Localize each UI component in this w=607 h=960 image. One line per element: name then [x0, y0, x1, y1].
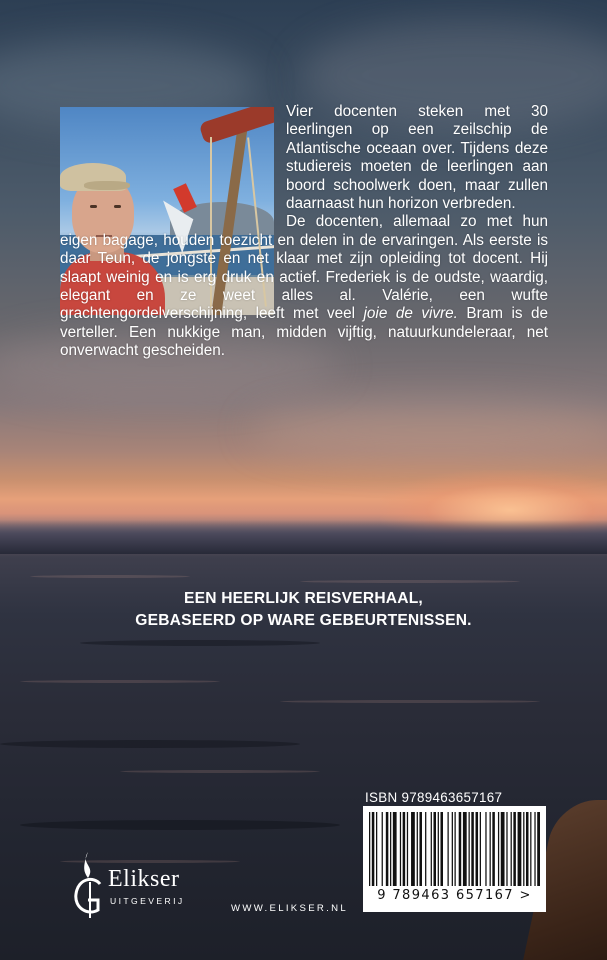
barcode-bar — [459, 812, 462, 886]
sea-wave — [120, 770, 320, 773]
blurb-text — [60, 103, 548, 361]
publisher-subtitle: UITGEVERIJ — [110, 896, 185, 906]
isbn-label: ISBN 9789463657167 — [365, 790, 503, 805]
sea-wave — [280, 700, 540, 703]
barcode-bar — [390, 812, 391, 886]
barcode-bar — [425, 812, 426, 886]
barcode-bar — [431, 812, 432, 886]
barcode-bar — [476, 812, 479, 886]
barcode-bar — [469, 812, 470, 886]
blurb-paragraph-2 — [60, 213, 548, 360]
barcode-bar — [438, 812, 439, 886]
barcode-bar — [403, 812, 406, 886]
barcode-bar — [407, 812, 408, 886]
barcode-bar — [492, 812, 495, 886]
barcode-bar — [452, 812, 453, 886]
barcode-bar — [537, 812, 540, 886]
barcode-bar — [376, 812, 377, 886]
blurb-paragraph-1: Vier docenten steken met 30 leerlingen op een zeilschip de Atlantische oceaan over. Tijdens deze studiereis moeten de leerlingen aan boord schoolwerk doen, maar zullen daarnaast hun horizon verbreden. — [286, 103, 548, 213]
barcode-bar — [433, 812, 436, 886]
publisher-name: Elikser — [108, 866, 180, 892]
publisher-website: WWW.ELIKSER.NL — [231, 903, 348, 914]
barcode-bar — [526, 812, 529, 886]
barcode-bar — [518, 812, 522, 886]
barcode-bar — [393, 812, 397, 886]
barcode-bar — [506, 812, 507, 886]
barcode-bar — [455, 812, 456, 886]
blurb-paragraph-2-a: De docenten, allemaal zo met hun eigen bagage, houden toezicht en delen in de ervaringen. Als eerste is daar Teun, de jongste en net klaar met zijn opleiding tot docent. Hij slaapt weinig en is erg druk en actief. Frederiek is de oudste, waardig, elegant en ze weet alles al. Valérie, een wufte grachtengordelverschijning, leeft met veel — [60, 213, 548, 323]
barcode-bar — [490, 812, 491, 886]
barcode-bar — [501, 812, 505, 886]
barcode-bar — [485, 812, 486, 886]
barcode-bar — [411, 812, 415, 886]
barcode — [363, 806, 546, 912]
barcode-bar — [386, 812, 389, 886]
barcode-bar — [511, 812, 512, 886]
barcode-bar — [417, 812, 418, 886]
barcode-bar — [513, 812, 516, 886]
barcode-bar — [419, 812, 422, 886]
blurb-paragraph-2-b: Bram is de verteller. Een nukkige man, midden vijftig, natuurkundeleraar, net onverwacht gescheiden. — [60, 305, 548, 360]
publisher-flame-icon — [70, 850, 110, 920]
sea-wave — [300, 580, 520, 583]
sea-wave — [20, 680, 220, 683]
sea-wave — [20, 820, 340, 830]
sea-wave — [80, 640, 320, 646]
sea-wave — [30, 575, 190, 578]
horizon — [0, 520, 607, 554]
publisher-logo — [68, 850, 218, 920]
barcode-bar — [534, 812, 535, 886]
barcode-bar — [523, 812, 524, 886]
barcode-bar — [369, 812, 370, 886]
barcode-bar — [440, 812, 443, 886]
barcode-bars — [369, 812, 540, 886]
sea-wave — [0, 740, 300, 748]
barcode-bar — [463, 812, 467, 886]
tagline — [0, 588, 607, 632]
barcode-bar — [530, 812, 531, 886]
barcode-bar — [498, 812, 499, 886]
barcode-bar — [480, 812, 481, 886]
blurb-italic-phrase: joie de vivre. — [363, 305, 458, 323]
barcode-bar — [471, 812, 474, 886]
barcode-bar — [400, 812, 401, 886]
barcode-bar — [372, 812, 375, 886]
tagline-line-1: EEN HEERLIJK REISVERHAAL, — [184, 590, 423, 607]
tagline-line-2: GEBASEERD OP WARE GEBEURTENISSEN. — [135, 612, 472, 629]
barcode-bar — [382, 812, 383, 886]
sky-cloud — [250, 400, 607, 460]
barcode-digits: 9 789463 657167 > — [377, 888, 532, 903]
barcode-bar — [447, 812, 448, 886]
